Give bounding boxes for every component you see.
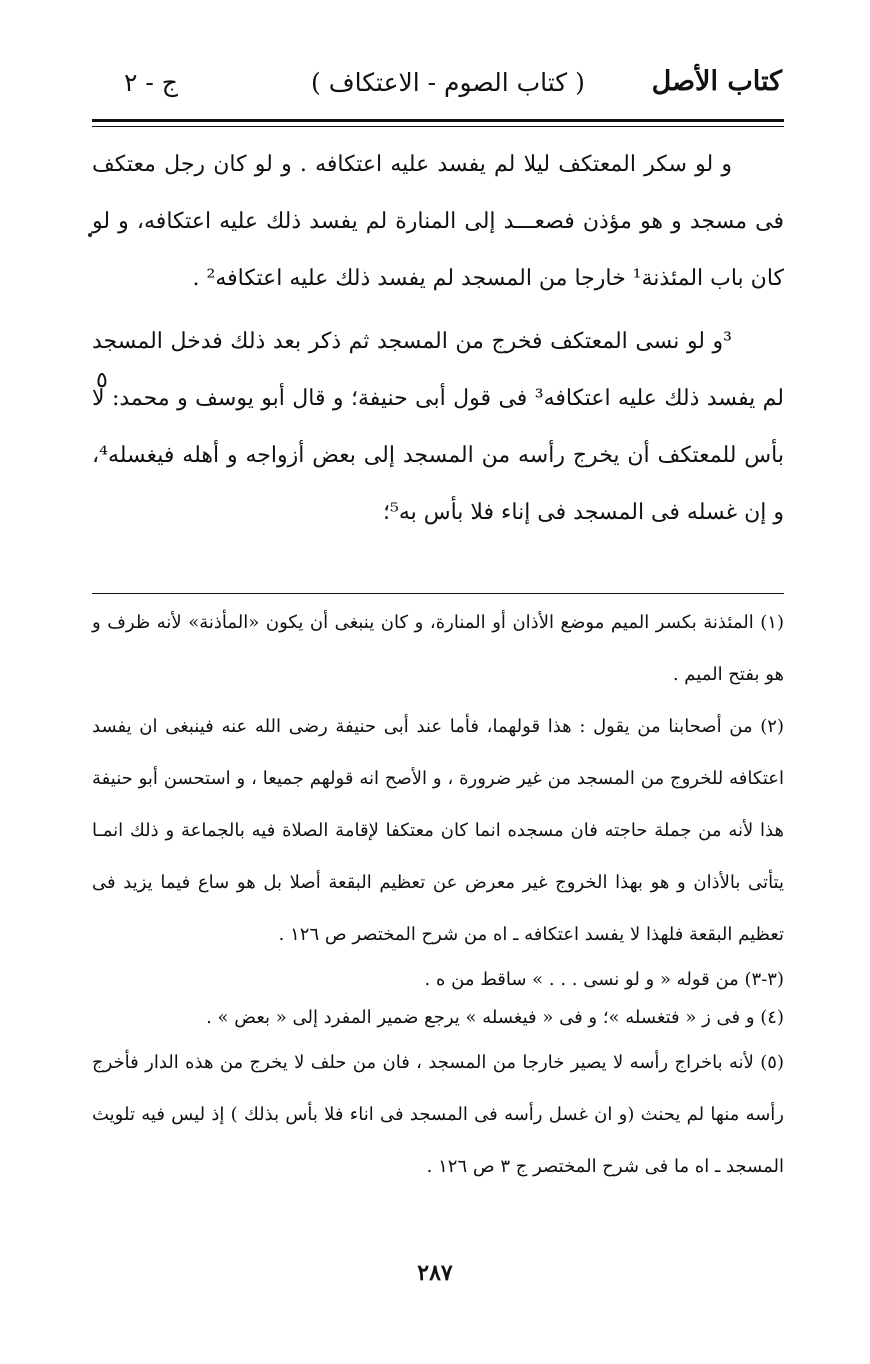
paragraph-1: و لو سكر المعتكف ليلا لم يفسد عليه اعتكافه . و لو كان رجل معتكف فى مسجد و هو مؤذن فصعـــد إلى المنارة لم يفسد ذلك عليه اعتكافه، و لو كان باب المئذنة¹ خارجا من المسجد لم يفسد ذلك عليه اعتكافه² . [92,152,784,291]
chapter-title: ( كتاب الصوم - الاعتكاف ) [310,68,585,97]
book-title: كتاب الأصل [651,66,782,97]
footnote-separator [92,593,784,594]
line-number: ٥ [96,368,108,393]
paragraph-2: ³و لو نسى المعتكف فخرج من المسجد ثم ذكر بعد ذلك فدخل المسجد لم يفسد ذلك عليه اعتكافه³ فى قول أبى حنيفة؛ و قال أبو يوسف و محمد: لا بأس للمعتكف أن يخرج رأسه من المسجد إلى بعض أزواجه و أهله فيغسله⁴، و إن غسله فى المسجد فى إناء فلا بأس به⁵؛ [92,329,784,525]
header-rule-thick [92,119,784,122]
header-rule-thin [92,126,784,127]
footnotes [92,597,784,1193]
footnote-4: (٤) و فى ز « فتغسله »؛ و فى « فيغسله » يرجع ضمير المفرد إلى « بعض » . [206,1007,784,1028]
main-text [92,136,784,541]
running-header [92,62,782,110]
page-number: ٢٨٧ [417,1260,453,1286]
footnote-1: (١) المئذنة بكسر الميم موضع الأذان أو المنارة، و كان ينبغى أن يكون «المأذنة» لأنه ظرف و هو بفتح الميم . [92,612,784,685]
footnote-2: (٢) من أصحابنا من يقول : هذا قولهما، فأما عند أبى حنيفة رضى الله عنه فينبغى ان يفسد اعتكافه للخروج من المسجد من غير ضرورة ، و الأصح انه قولهم جميعا ، و استحسن أبو حنيفة هذا لأنه من جملة حاجته فان مسجده انما كان معتكفا لإقامة الصلاة فيه بالجماعة و ذلك انمـا يتأتى بالأذان و هو بهذا الخروج غير معرض عن تعظيم البقعة أصلا بل هو ساع فيما يزيد فى تعظيم البقعة فلهذا لا يفسد اعتكافه ـ اه من شرح المختصر ص ١٢٦ . [92,716,784,945]
footnote-5: (٥) لأنه باخراج رأسه لا يصير خارجا من المسجد ، فان من حلف لا يخرج من هذه الدار فأخرج رأسه منها لم يحنث (و ان غسل رأسه فى المسجد فى اناء فلا بأس بذلك ) إذ ليس فيه تلويث المسجد ـ اه ما فى شرح المختصر ج ٣ ص ١٢٦ . [92,1052,784,1177]
volume-number: ج - ٢ [124,68,178,97]
footnote-3: (٣-٣) من قوله « و لو نسى . . . » ساقط من ه . [424,969,784,990]
